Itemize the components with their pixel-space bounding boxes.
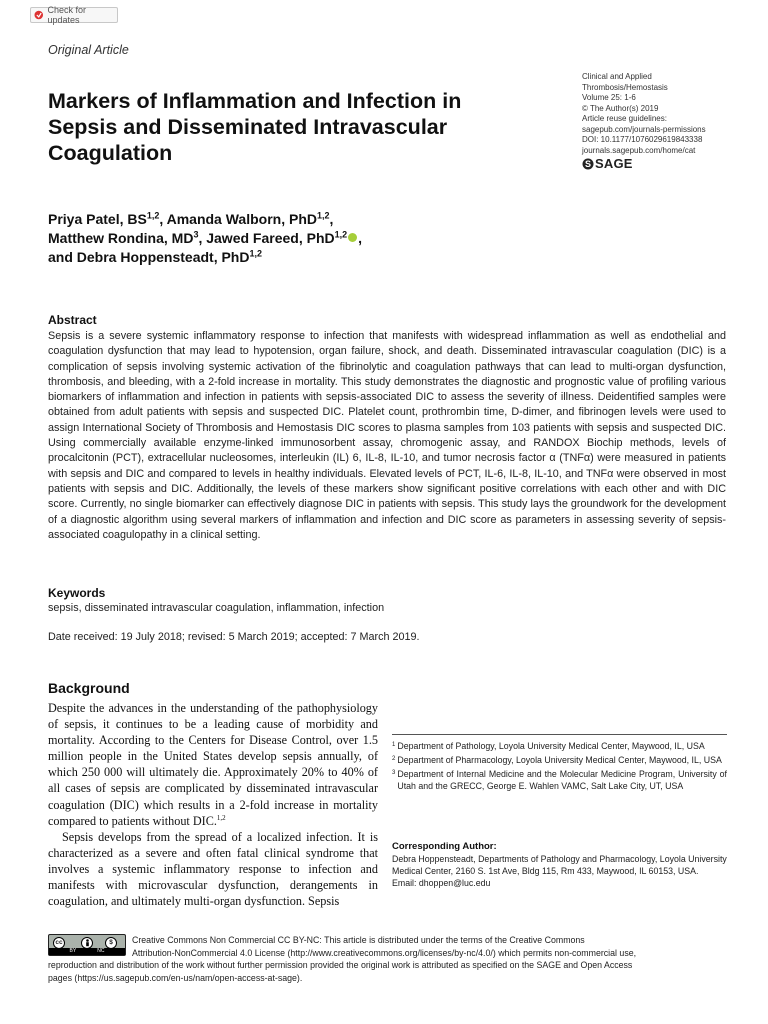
author-list: Priya Patel, BS$^{1,2}$, Amanda Walborn, PhD$^{1,2}$, Matthew Rondina, $MD^3$, Jawed Fareed, PhD$^{1,2}$ , and Debra Hoppensteadt, PhD$^{1,2}$ — [48, 210, 363, 265]
cc-by-label: BY — [69, 948, 77, 954]
keywords-heading: Keywords — [48, 586, 106, 600]
sage-s-icon — [582, 158, 594, 170]
cc-nc-label: NC — [97, 948, 105, 954]
journal-name-line2: Thrombosis/Hemostasis — [582, 82, 668, 92]
cc-by-nc-badge[interactable] — [48, 934, 126, 956]
abstract-text: Sepsis is a severe systemic inflammatory response to infection that manifests with widespread inflammation as well as endothelial and coagulation dysfunction that may lead to hypotension, organ failure, shock, and death. Disseminated intravascular coagulation (DIC) is a complication of sepsis involving systemic activation of the fibrinolytic and coagulation pathways that can lead to multi-organ dysfunction, thrombosis, and bleeding, with a 2-fold increase in mortality. This study demonstrates the diagnostic and prognostic value of profiling various biomarkers of inflammation and infection in patients with sepsis-associated DIC to assess the severity of illness. Deidentified samples were obtained from adult patients with sepsis and suspected DIC. Platelet count, prothrombin time, D-dimer, and fibrinogen levels were used to assign International Society of Thrombosis and Hemostasis DIC scores to plasma samples from 103 patients with sepsis and suspected DIC. Using commercially available enzyme-linked immunosorbent assay, chromogenic assay, and RANDOX Biochip methods, levels of procalcitonin (PCT), extracellular nucleosomes, interleukin (IL) 6, IL-8, IL-10, and tumor necrosis factor α (TNFα) were measured in patients with sepsis and DIC and compared to levels in healthy individuals. Elevated levels of PCT, IL-6, IL-8, IL-10, and TNFα were observed in most patients with sepsis and DIC. Additionally, the levels of these markers show significant positive correlations with each other and with DIC score. Currently, no single biomarker can effectively diagnose DIC in patients with sepsis. This study lays the groundwork for the development of a diagnostic algorithm using several markers of inflammation and infection and DIC score as parameters in assessing severity of sepsis-associated coagulopathy in a clinical setting. — [48, 330, 726, 541]
author-name: and Debra Hoppensteadt, PhD — [48, 249, 250, 265]
article-type: Original Article — [48, 43, 129, 57]
cc-icon: cc — [53, 937, 65, 949]
sage-logo — [582, 155, 757, 171]
doi[interactable]: DOI: 10.1177/1076029619843338 — [582, 135, 703, 144]
journal-volume: Volume 25: 1-6 — [582, 93, 636, 102]
affiliation-item — [392, 740, 727, 752]
author-affiliation: 1,2 — [334, 229, 348, 240]
affiliation-item — [392, 768, 727, 792]
background-heading: Background — [48, 680, 130, 696]
article-title: Markers of Inflammation and Infection in Sepsis and Disseminated Intravascular Coagulation — [48, 89, 462, 165]
background-paragraph-text: Despite the advances in the understanding of the pathophysiology of sepsis, it continues to be a leading cause of morbidity and mortality. According to the Centers for Disease Control, over 1.5 million people in the United States develop sepsis annually, of which 250 000 will ultimately die. Approximately 20% to 40% of all cases of sepsis are complicated by disseminated intravascular coagulation (DIC) which results in a 2-fold increase in mortality compared to patients without DIC. — [48, 701, 378, 828]
corresponding-author — [392, 841, 727, 889]
dates-line: Date received: 19 July 2018; revised: 5 March 2019; accepted: 7 March 2019. — [48, 631, 420, 643]
sage-wordmark: SAGE — [595, 155, 633, 171]
license-text-line: Attribution-NonCommercial 4.0 License (http://www.creativecommons.org/licenses/by-nc/4.0/) which permits non-commercial use, — [132, 947, 637, 958]
license-text-line: reproduction and distribution of the work without further permission provided the original work is attributed as specified on the SAGE and Open Access — [48, 960, 633, 970]
corresponding-text: Debra Hoppensteadt, Departments of Pathology and Pharmacology, Loyola University Medical Center, 2160 S. 1st Ave, Bldg 115, Rm 433, Maywood, IL 60153, USA. — [392, 854, 727, 876]
author-name: Priya Patel, BS — [48, 211, 147, 227]
author-affiliation: 1,2 — [317, 210, 330, 221]
journal-name-line1: Clinical and Applied — [582, 72, 652, 81]
author-affiliation: 1,2 — [146, 210, 160, 221]
license-block — [48, 934, 728, 984]
reuse-label: Article reuse guidelines: — [582, 114, 667, 123]
corresponding-heading: Corresponding Author: — [392, 841, 497, 852]
affiliations-list — [392, 740, 727, 794]
abstract-section — [48, 313, 726, 543]
reuse-link[interactable]: sagepub.com/journals-permissions — [582, 124, 706, 134]
crossmark-icon — [34, 10, 44, 20]
affiliation-text: Department of Pharmacology, Loyola University Medical Center, Maywood, IL, USA — [397, 755, 722, 765]
affiliation-number: 1 — [392, 742, 396, 748]
author-affiliation: 3 — [193, 229, 199, 240]
background-paragraph — [48, 700, 378, 829]
journal-info — [582, 72, 757, 170]
corresponding-email[interactable]: Email: dhoppen@luc.edu — [392, 878, 491, 888]
license-text-line: Creative Commons Non Commercial CC BY-NC: This article is distributed under the terms of the Creative Commons — [132, 935, 585, 945]
license-text-line: pages (https://us.sagepub.com/en-us/nam/open-access-at-sage). — [48, 972, 303, 983]
journal-link[interactable]: journals.sagepub.com/home/cat — [582, 145, 696, 155]
svg-text:S: S — [584, 159, 592, 169]
keywords-text: sepsis, disseminated intravascular coagulation, inflammation, infection — [48, 602, 385, 614]
author-name: Jawed Fareed, PhD — [206, 230, 335, 246]
affiliation-number: 3 — [392, 770, 396, 776]
check-for-updates-badge[interactable] — [30, 7, 118, 23]
affiliation-text: Department of Internal Medicine and the Molecular Medicine Program, University of Utah and the GRECC, George E. Wahlen VAMC, Salt Lake City, UT, USA — [397, 769, 727, 791]
author-name: Amanda Walborn, PhD — [166, 211, 317, 227]
footnote-divider — [392, 734, 727, 735]
noncommercial-icon: $ — [105, 937, 117, 949]
author-name: Matthew Rondina, MD — [48, 230, 194, 246]
affiliation-item — [392, 754, 727, 766]
journal-copyright: © The Author(s) 2019 — [582, 103, 659, 113]
orcid-icon[interactable] — [348, 233, 357, 242]
check-for-updates-label: Check for updates — [47, 5, 87, 25]
citation-ref[interactable]: 1,2 — [216, 813, 226, 822]
abstract-heading: Abstract — [48, 313, 97, 327]
keywords-section — [48, 586, 726, 614]
affiliation-text: Department of Pathology, Loyola University Medical Center, Maywood, IL, USA — [397, 741, 705, 751]
background-body — [48, 700, 378, 909]
author-affiliation: 1,2 — [249, 248, 262, 259]
affiliation-number: 2 — [392, 756, 396, 762]
background-paragraph: Sepsis develops from the spread of a localized infection. It is characterized as a severe and often fatal clinical syndrome that involves a systemic inflammatory response to infection and manifests with microvascular dysfunction, derangements in coagulation, and ultimately multi-organ dysfunction. Sepsis — [48, 829, 378, 909]
